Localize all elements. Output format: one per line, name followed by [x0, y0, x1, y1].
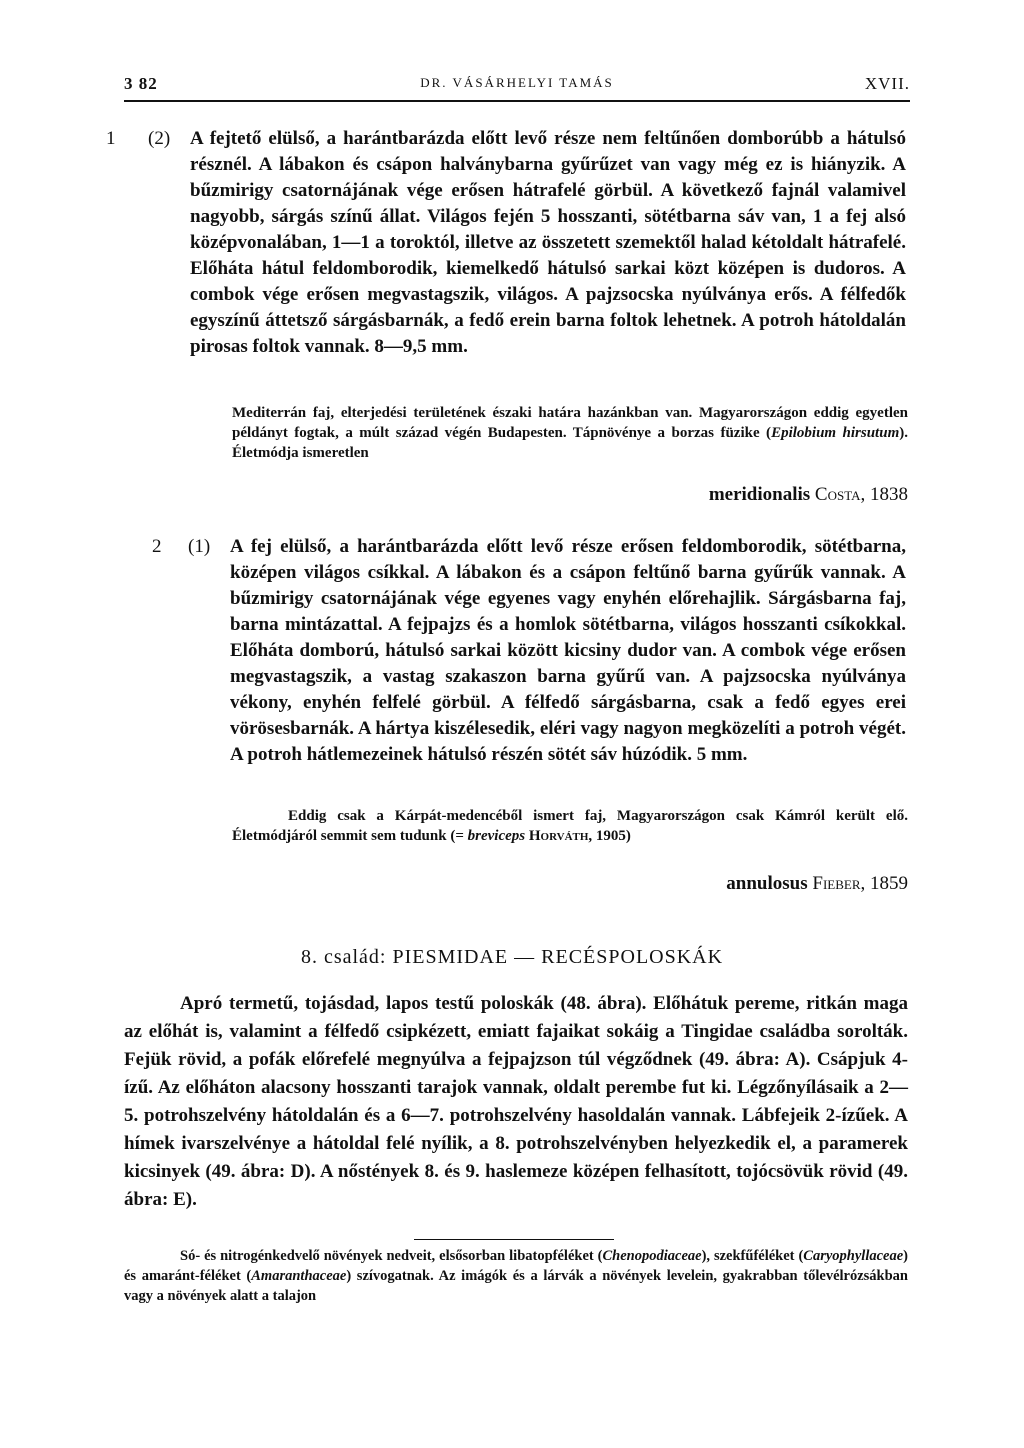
family-heading: 8. család: PIESMIDAE — RECÉSPOLOSKÁK — [300, 946, 724, 968]
note-text-end: , 1905) — [588, 828, 631, 844]
running-author: DR. VÁSÁRHELYI TAMÁS — [420, 75, 614, 90]
note-text: ) szívogatnak. Az imágók és a lárvák a növények levelein, gyakrabban tőlevélrózsákban vagy a növények alatt a talajon — [124, 1268, 908, 1304]
species-year: , 1838 — [860, 484, 908, 505]
species-note-1 — [232, 403, 908, 463]
note-text: Eddig csak a Kárpát-medencéből ismert faj, Magyarországon csak Kámról került elő. Életmódjáról semmit sem tudunk (= — [232, 808, 908, 844]
family-note — [124, 1246, 908, 1306]
key-text: A fejtető elülső, a harántbarázda előtt levő része nem feltűnően domborúbb a hátulsó résznél. A lábakon és csápon halványbarna gyűrűzet van vagy még ez is hiányzik. A bűzmirigy csatornájának vége erősen hátrafelé görbül. A következő fajnál valamivel nagyobb, sárgás színű állat. Világos fején 5 hosszanti, sötétbarna sáv van, 1 a fej alsó középvonalában, 1—1 a toroktól, illetve az összetett szemektől halad kétoldalt hátrafelé. Előháta hátul feldomborodik, kiemelkedő hátulsó sarkai közt középen is dudoros. A combok vége erősen megvastagszik, világos. A pajzsocska nyúlványa erős. A félfedők egyszínű áttetsző sárgásbarnák, a fedő erein barna foltok lehetnek. A potroh hátoldalán pirosas foltok vannak. 8—9,5 mm. — [190, 128, 906, 357]
family-description — [124, 990, 908, 1214]
running-header — [124, 74, 910, 98]
key-number: 2 — [152, 536, 162, 557]
note-text: ) és amaránt-féléket ( — [124, 1248, 909, 1284]
species-epithet: annulosus — [726, 873, 808, 894]
species-epithet: meridionalis — [708, 484, 811, 505]
species-author: Fieber — [812, 873, 861, 894]
header-rule — [124, 100, 910, 102]
species-note-2 — [232, 806, 908, 846]
note-italic: Epilobium hirsutum — [771, 425, 900, 441]
species-name-2 — [726, 873, 908, 895]
key-entry-2 — [152, 534, 906, 768]
note-italic: Amaranthaceae — [251, 1268, 347, 1284]
note-author: Horváth — [528, 828, 589, 844]
note-italic: Caryophyllaceae — [803, 1248, 904, 1264]
key-number: 1 — [106, 128, 116, 149]
key-reference: (1) — [188, 536, 211, 557]
species-author: Costa — [814, 484, 861, 505]
note-text: Mediterrán faj, elterjedési területének északi határa hazánkban van. Magyarországon eddig egyetlen példányt fogtak, a múlt század végén Budapesten. Tápnövénye a borzas füzike ( — [232, 405, 908, 441]
key-entry-1 — [106, 126, 906, 360]
species-year: , 1859 — [860, 873, 908, 894]
family-description-text: Apró termetű, tojásdad, lapos testű poloskák (48. ábra). Előhátuk pereme, ritkán maga az előhát is, valamint a félfedő csipkézett, emiatt fajaikat sokáig a Tingidae családba sorolták. Fejük rövid, a pofák előrefelé megnyúlva a fejpajzson túl végződnek (49. ábra: A). Csápjuk 4-ízű. Az előháton alacsony hosszanti tarajok vannak, oldalt perembe fut ki. Légzőnyílásaik a 2—5. potrohszelvény hátoldalán és a 6—7. potrohszelvény hasoldalán vannak. Lábfejeik 2-ízűek. A hímek ivarszelvénye a hátoldal felé nyílik, a 8. potrohszelvényben helyezkedik el, a paramerek kicsinyek (49. ábra: D). A nőstények 8. és 9. haslemeze középen felhasított, tojócsövük rövid (49. ábra: E). — [124, 993, 908, 1210]
key-text: A fej elülső, a harántbarázda előtt levő része erősen feldomborodik, sötétbarna, középen világos csíkkal. A lábakon és a csápon feltűnő barna gyűrűk vannak. A bűzmirigy csatornájának vége egyenes vagy enyhén előrehajlik. Sárgásbarna faj, barna mintázattal. A fejpajzs és a homlok sötétbarna, világos hosszanti csíkokkal. Előháta domború, hátulsó sarkai között kicsiny dudor van. A combok vége erősen megvastagszik, a vastag szakaszon barna gyűrű van. A pajzsocska nyúlványa vékony, enyhén felfelé görbül. A félfedő sárgásbarna, csak a fedő egyes erei vörösesbarnák. A hártya kiszélesedik, eléri vagy nagyon megközelíti a potroh végét. A potroh hátlemezeinek hátulsó részén sötét sáv húzódik. 5 mm. — [230, 536, 906, 765]
page-number: 3 82 — [124, 74, 158, 93]
note-italic: Chenopodiaceae — [602, 1248, 702, 1264]
section-number: XVII. — [864, 74, 910, 93]
note-text: Só- és nitrogénkedvelő növények nedveit, elsősorban libatopféléket ( — [180, 1248, 603, 1264]
species-name-1 — [709, 484, 908, 506]
note-text-end: ). Életmódja ismeretlen — [232, 425, 908, 461]
note-italic: breviceps — [467, 828, 526, 844]
note-text: ), szekfűféléket ( — [701, 1248, 804, 1264]
footnote-rule — [414, 1239, 614, 1240]
key-reference: (2) — [148, 128, 171, 149]
